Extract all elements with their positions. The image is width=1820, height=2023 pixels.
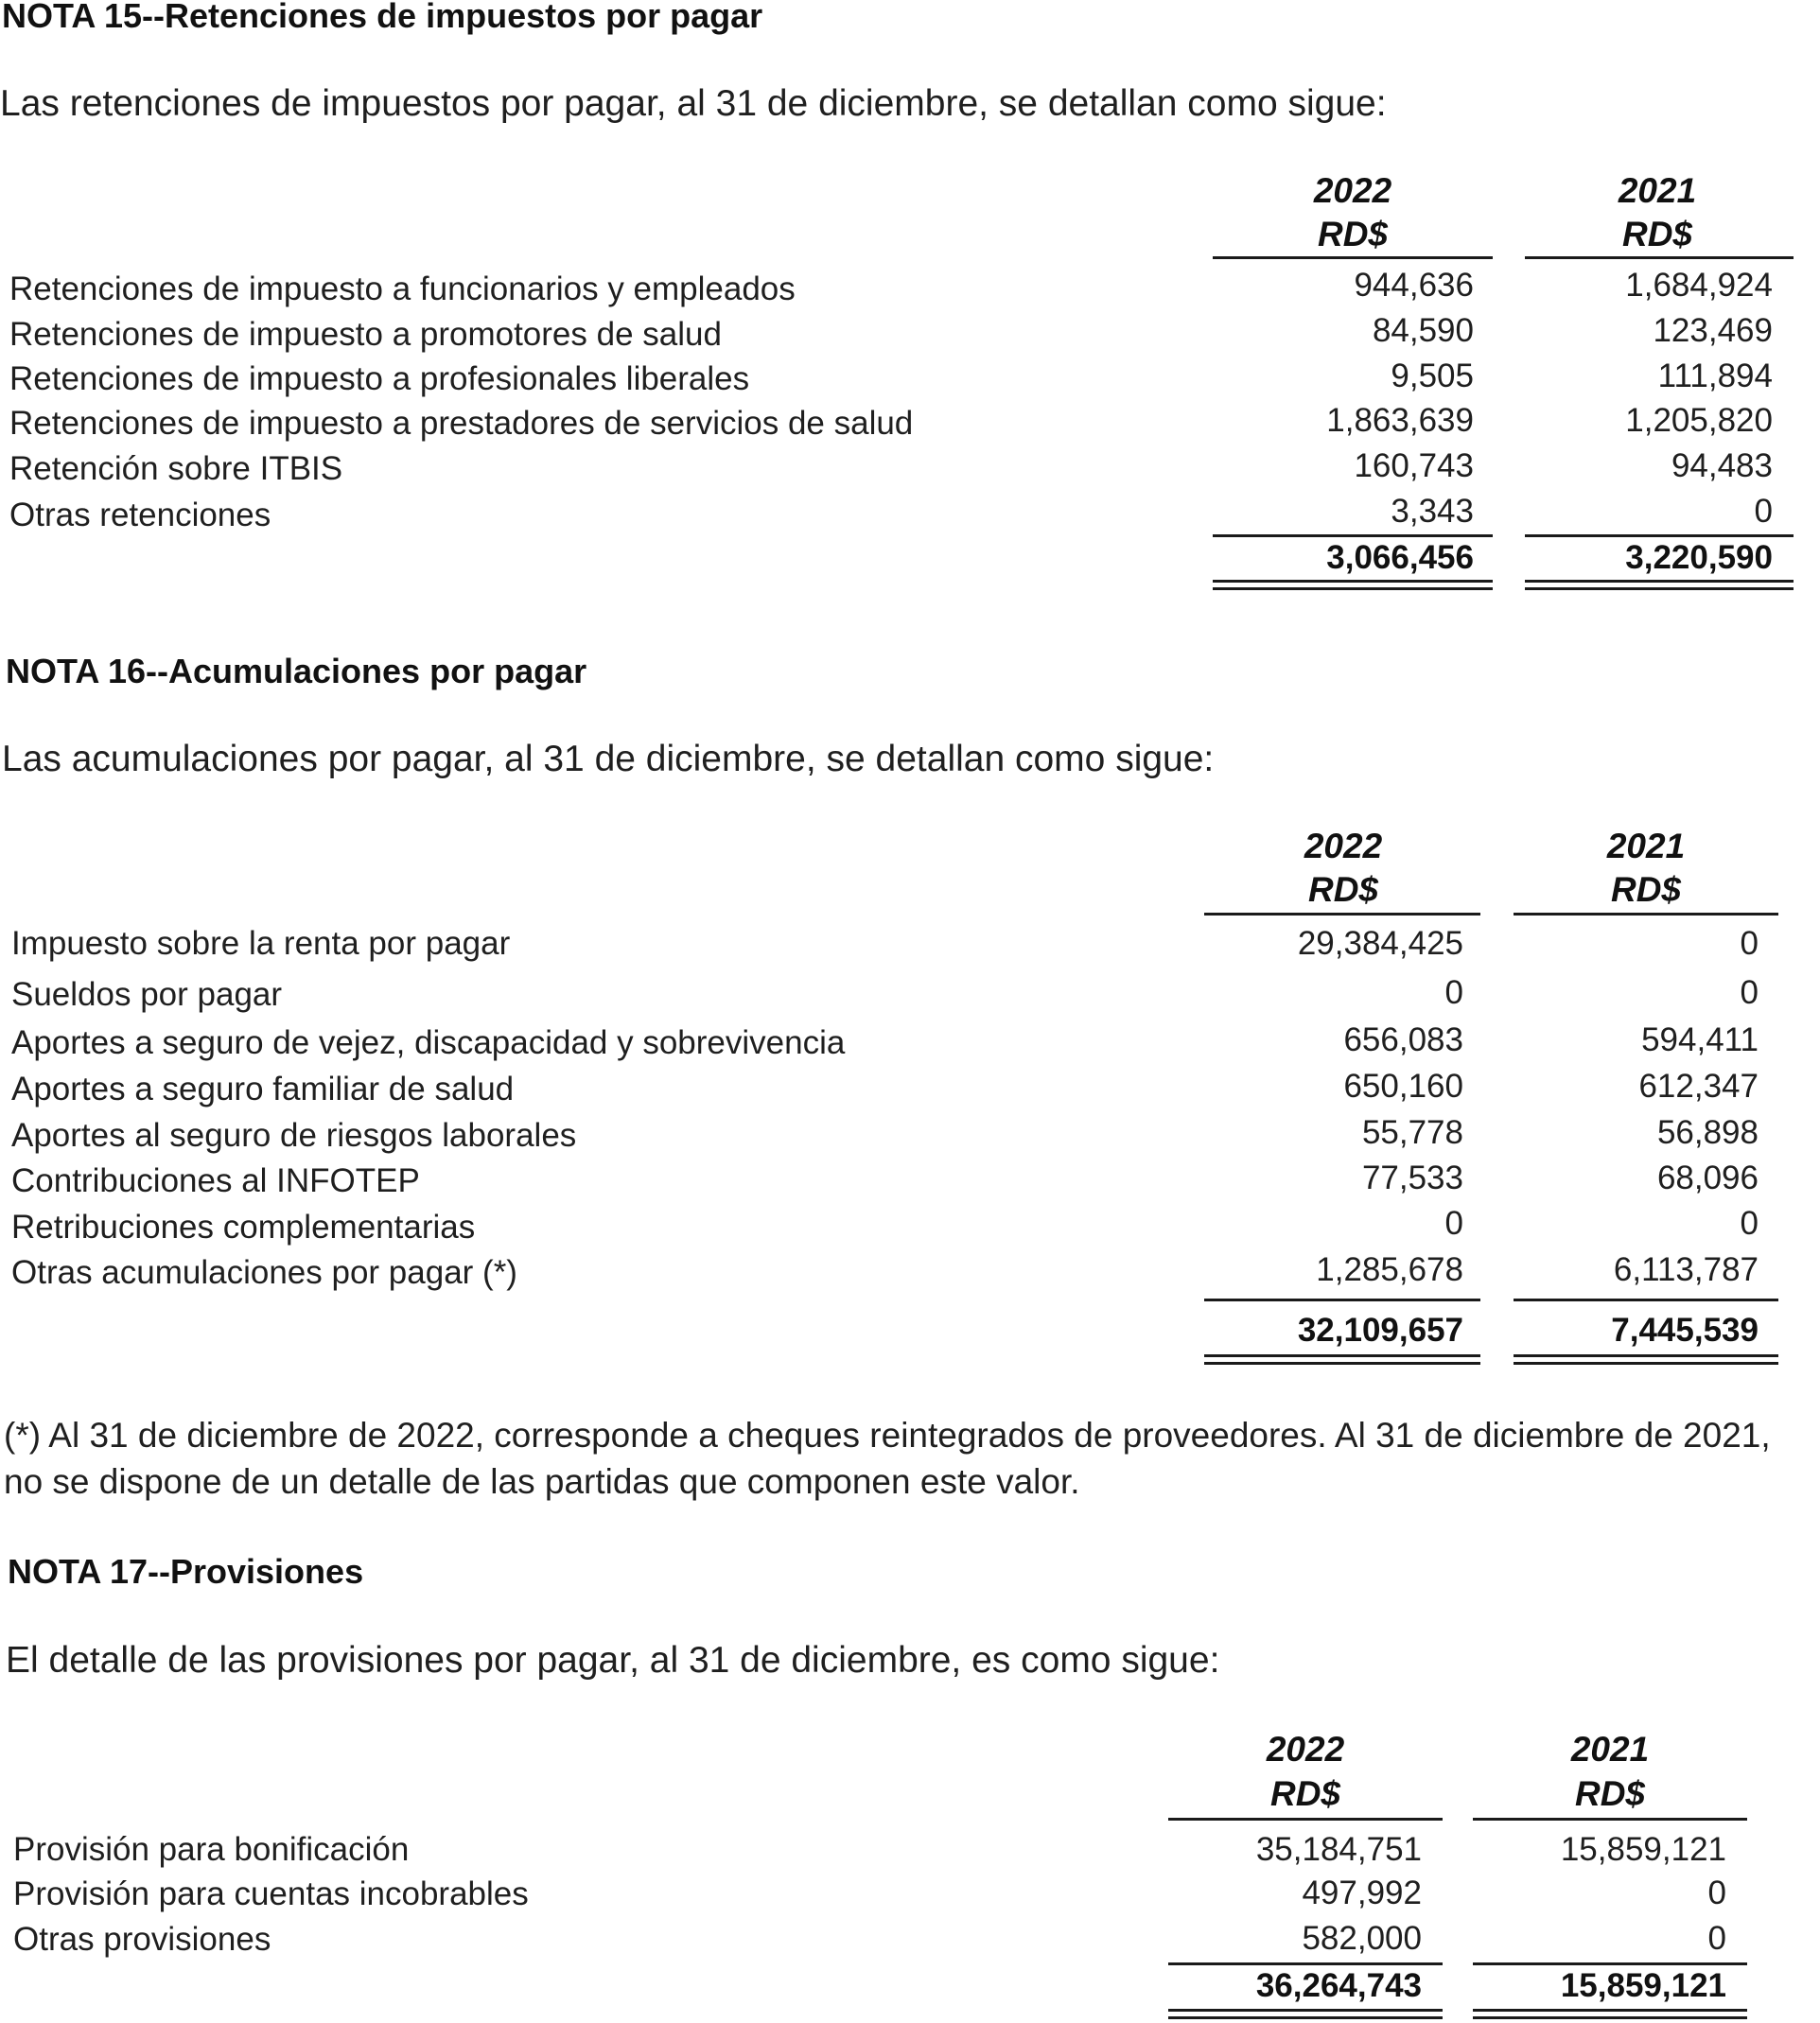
table-row-value-2021: 68,096 bbox=[1656, 1160, 1759, 1196]
table-row-label: Otras provisiones bbox=[13, 1921, 271, 1958]
table-row-label: Retenciones de impuesto a profesionales liberales bbox=[9, 360, 750, 397]
nota16-total-2021: 7,445,539 bbox=[1611, 1312, 1759, 1349]
nota15-header-rule-2022 bbox=[1213, 256, 1493, 259]
table-row-label: Provisión para cuentas incobrables bbox=[13, 1875, 529, 1912]
nota17-header-rule-2021 bbox=[1473, 1818, 1747, 1821]
table-row-value-2021: 15,859,121 bbox=[1560, 1831, 1726, 1868]
table-row-value-2021: 0 bbox=[1707, 1920, 1726, 1957]
table-row-label: Retribuciones complementarias bbox=[11, 1209, 476, 1246]
nota15-col-2021-year: 2021 bbox=[1618, 171, 1697, 210]
nota17-col-2021-year: 2021 bbox=[1570, 1730, 1650, 1769]
table-row-label: Provisión para bonificación bbox=[13, 1831, 410, 1868]
table-row-value-2022: 29,384,425 bbox=[1297, 925, 1463, 962]
table-row-value-2021: 1,684,924 bbox=[1625, 267, 1773, 304]
nota15-col-2022-year: 2022 bbox=[1313, 171, 1392, 210]
nota16-total-double-rule-2022-a bbox=[1204, 1354, 1480, 1357]
table-row-label: Otras acumulaciones por pagar (*) bbox=[11, 1254, 517, 1291]
table-row-label: Aportes al seguro de riesgos laborales bbox=[11, 1117, 577, 1154]
nota16-intro: Las acumulaciones por pagar, al 31 de diciembre, se detallan como sigue: bbox=[2, 739, 1215, 779]
table-row-value-2022: 55,778 bbox=[1361, 1114, 1463, 1151]
table-row-value-2022: 77,533 bbox=[1361, 1160, 1463, 1196]
nota16-total-double-rule-2021-b bbox=[1514, 1362, 1778, 1365]
table-row-value-2021: 6,113,787 bbox=[1613, 1251, 1759, 1288]
table-row-label: Sueldos por pagar bbox=[11, 976, 283, 1013]
nota16-header-rule-2022 bbox=[1204, 913, 1480, 916]
nota17-total-2021: 15,859,121 bbox=[1560, 1967, 1726, 2004]
table-row-label: Contribuciones al INFOTEP bbox=[11, 1162, 420, 1199]
table-row-value-2021: 594,411 bbox=[1641, 1021, 1759, 1058]
table-row-label: Aportes a seguro familiar de salud bbox=[11, 1071, 515, 1107]
nota16-header-rule-2021 bbox=[1514, 913, 1778, 916]
nota16-subtotal-rule-2021 bbox=[1514, 1299, 1778, 1301]
nota17-col-2021-currency: RD$ bbox=[1574, 1774, 1646, 1813]
table-row-value-2021: 123,469 bbox=[1653, 312, 1773, 349]
nota16-col-2021-currency: RD$ bbox=[1610, 870, 1682, 909]
nota15-total-double-rule-2021-a bbox=[1525, 580, 1794, 583]
table-row-value-2022: 35,184,751 bbox=[1255, 1831, 1422, 1868]
table-row-value-2021: 0 bbox=[1740, 974, 1759, 1011]
nota15-col-2022-currency: RD$ bbox=[1317, 215, 1389, 253]
nota17-col-2022-year: 2022 bbox=[1266, 1730, 1345, 1769]
table-row-label: Aportes a seguro de vejez, discapacidad y sobrevivencia bbox=[11, 1024, 846, 1061]
nota15-total-2022: 3,066,456 bbox=[1326, 539, 1474, 576]
table-row-label: Retenciones de impuesto a promotores de salud bbox=[9, 316, 722, 353]
nota16-col-2022-year: 2022 bbox=[1304, 827, 1383, 865]
table-row-value-2021: 56,898 bbox=[1656, 1114, 1759, 1151]
nota15-total-double-rule-2022-b bbox=[1213, 587, 1493, 590]
nota15-col-2021-currency: RD$ bbox=[1621, 215, 1693, 253]
nota16-subtotal-rule-2022 bbox=[1204, 1299, 1480, 1301]
table-row-value-2021: 0 bbox=[1740, 1205, 1759, 1242]
nota16-col-2022-currency: RD$ bbox=[1307, 870, 1379, 909]
table-row-value-2022: 0 bbox=[1444, 1205, 1463, 1242]
table-row-label: Impuesto sobre la renta por pagar bbox=[11, 925, 511, 962]
nota15-total-2021: 3,220,590 bbox=[1625, 539, 1773, 576]
nota17-heading: NOTA 17--Provisiones bbox=[8, 1552, 364, 1591]
table-row-label: Retenciones de impuesto a prestadores de servicios de salud bbox=[9, 405, 914, 442]
nota16-heading: NOTA 16--Acumulaciones por pagar bbox=[6, 652, 587, 690]
nota17-total-double-rule-2022-a bbox=[1168, 2009, 1443, 2012]
nota17-total-2022: 36,264,743 bbox=[1255, 1967, 1422, 2004]
table-row-value-2022: 3,343 bbox=[1391, 493, 1474, 530]
table-row-label: Retenciones de impuesto a funcionarios y empleados bbox=[9, 270, 796, 307]
nota17-total-double-rule-2021-a bbox=[1473, 2009, 1747, 2012]
nota17-total-double-rule-2022-b bbox=[1168, 2016, 1443, 2019]
nota16-total-double-rule-2022-b bbox=[1204, 1362, 1480, 1365]
nota17-total-double-rule-2021-b bbox=[1473, 2016, 1747, 2019]
table-row-value-2021: 111,894 bbox=[1657, 358, 1773, 394]
table-row-value-2021: 0 bbox=[1754, 493, 1773, 530]
table-row-value-2021: 0 bbox=[1707, 1875, 1726, 1911]
table-row-value-2022: 9,505 bbox=[1391, 358, 1474, 394]
nota15-header-rule-2021 bbox=[1525, 256, 1794, 259]
nota15-heading: NOTA 15--Retenciones de impuestos por pagar bbox=[2, 0, 763, 35]
table-row-value-2022: 650,160 bbox=[1343, 1068, 1463, 1105]
table-row-value-2022: 497,992 bbox=[1302, 1875, 1422, 1911]
table-row-label: Retención sobre ITBIS bbox=[9, 450, 343, 487]
nota17-header-rule-2022 bbox=[1168, 1818, 1443, 1821]
nota16-total-2022: 32,109,657 bbox=[1297, 1312, 1463, 1349]
table-row-value-2022: 0 bbox=[1444, 974, 1463, 1011]
nota17-col-2022-currency: RD$ bbox=[1269, 1774, 1341, 1813]
nota16-footnote: (*) Al 31 de diciembre de 2022, corresponde a cheques reintegrados de proveedores. Al 31 de diciembre de 2021, no se dispone de un detalle de las partidas que componen este valor. bbox=[4, 1416, 1771, 1501]
nota16-col-2021-year: 2021 bbox=[1606, 827, 1686, 865]
nota15-intro: Las retenciones de impuestos por pagar, al 31 de diciembre, se detallan como sigue: bbox=[0, 83, 1387, 124]
table-row-value-2022: 944,636 bbox=[1354, 267, 1474, 304]
table-row-value-2022: 1,863,639 bbox=[1326, 402, 1474, 439]
table-row-label: Otras retenciones bbox=[9, 497, 271, 533]
table-row-value-2022: 84,590 bbox=[1372, 312, 1474, 349]
nota17-intro: El detalle de las provisiones por pagar, al 31 de diciembre, es como sigue: bbox=[6, 1640, 1220, 1681]
table-row-value-2022: 1,285,678 bbox=[1316, 1251, 1463, 1288]
table-row-value-2022: 582,000 bbox=[1302, 1920, 1422, 1957]
table-row-value-2021: 1,205,820 bbox=[1625, 402, 1773, 439]
table-row-value-2021: 0 bbox=[1740, 925, 1759, 962]
nota16-total-double-rule-2021-a bbox=[1514, 1354, 1778, 1357]
nota15-total-double-rule-2022-a bbox=[1213, 580, 1493, 583]
table-row-value-2021: 94,483 bbox=[1671, 447, 1773, 484]
table-row-value-2022: 656,083 bbox=[1343, 1021, 1463, 1058]
nota15-total-double-rule-2021-b bbox=[1525, 587, 1794, 590]
table-row-value-2021: 612,347 bbox=[1638, 1068, 1759, 1105]
table-row-value-2022: 160,743 bbox=[1354, 447, 1474, 484]
